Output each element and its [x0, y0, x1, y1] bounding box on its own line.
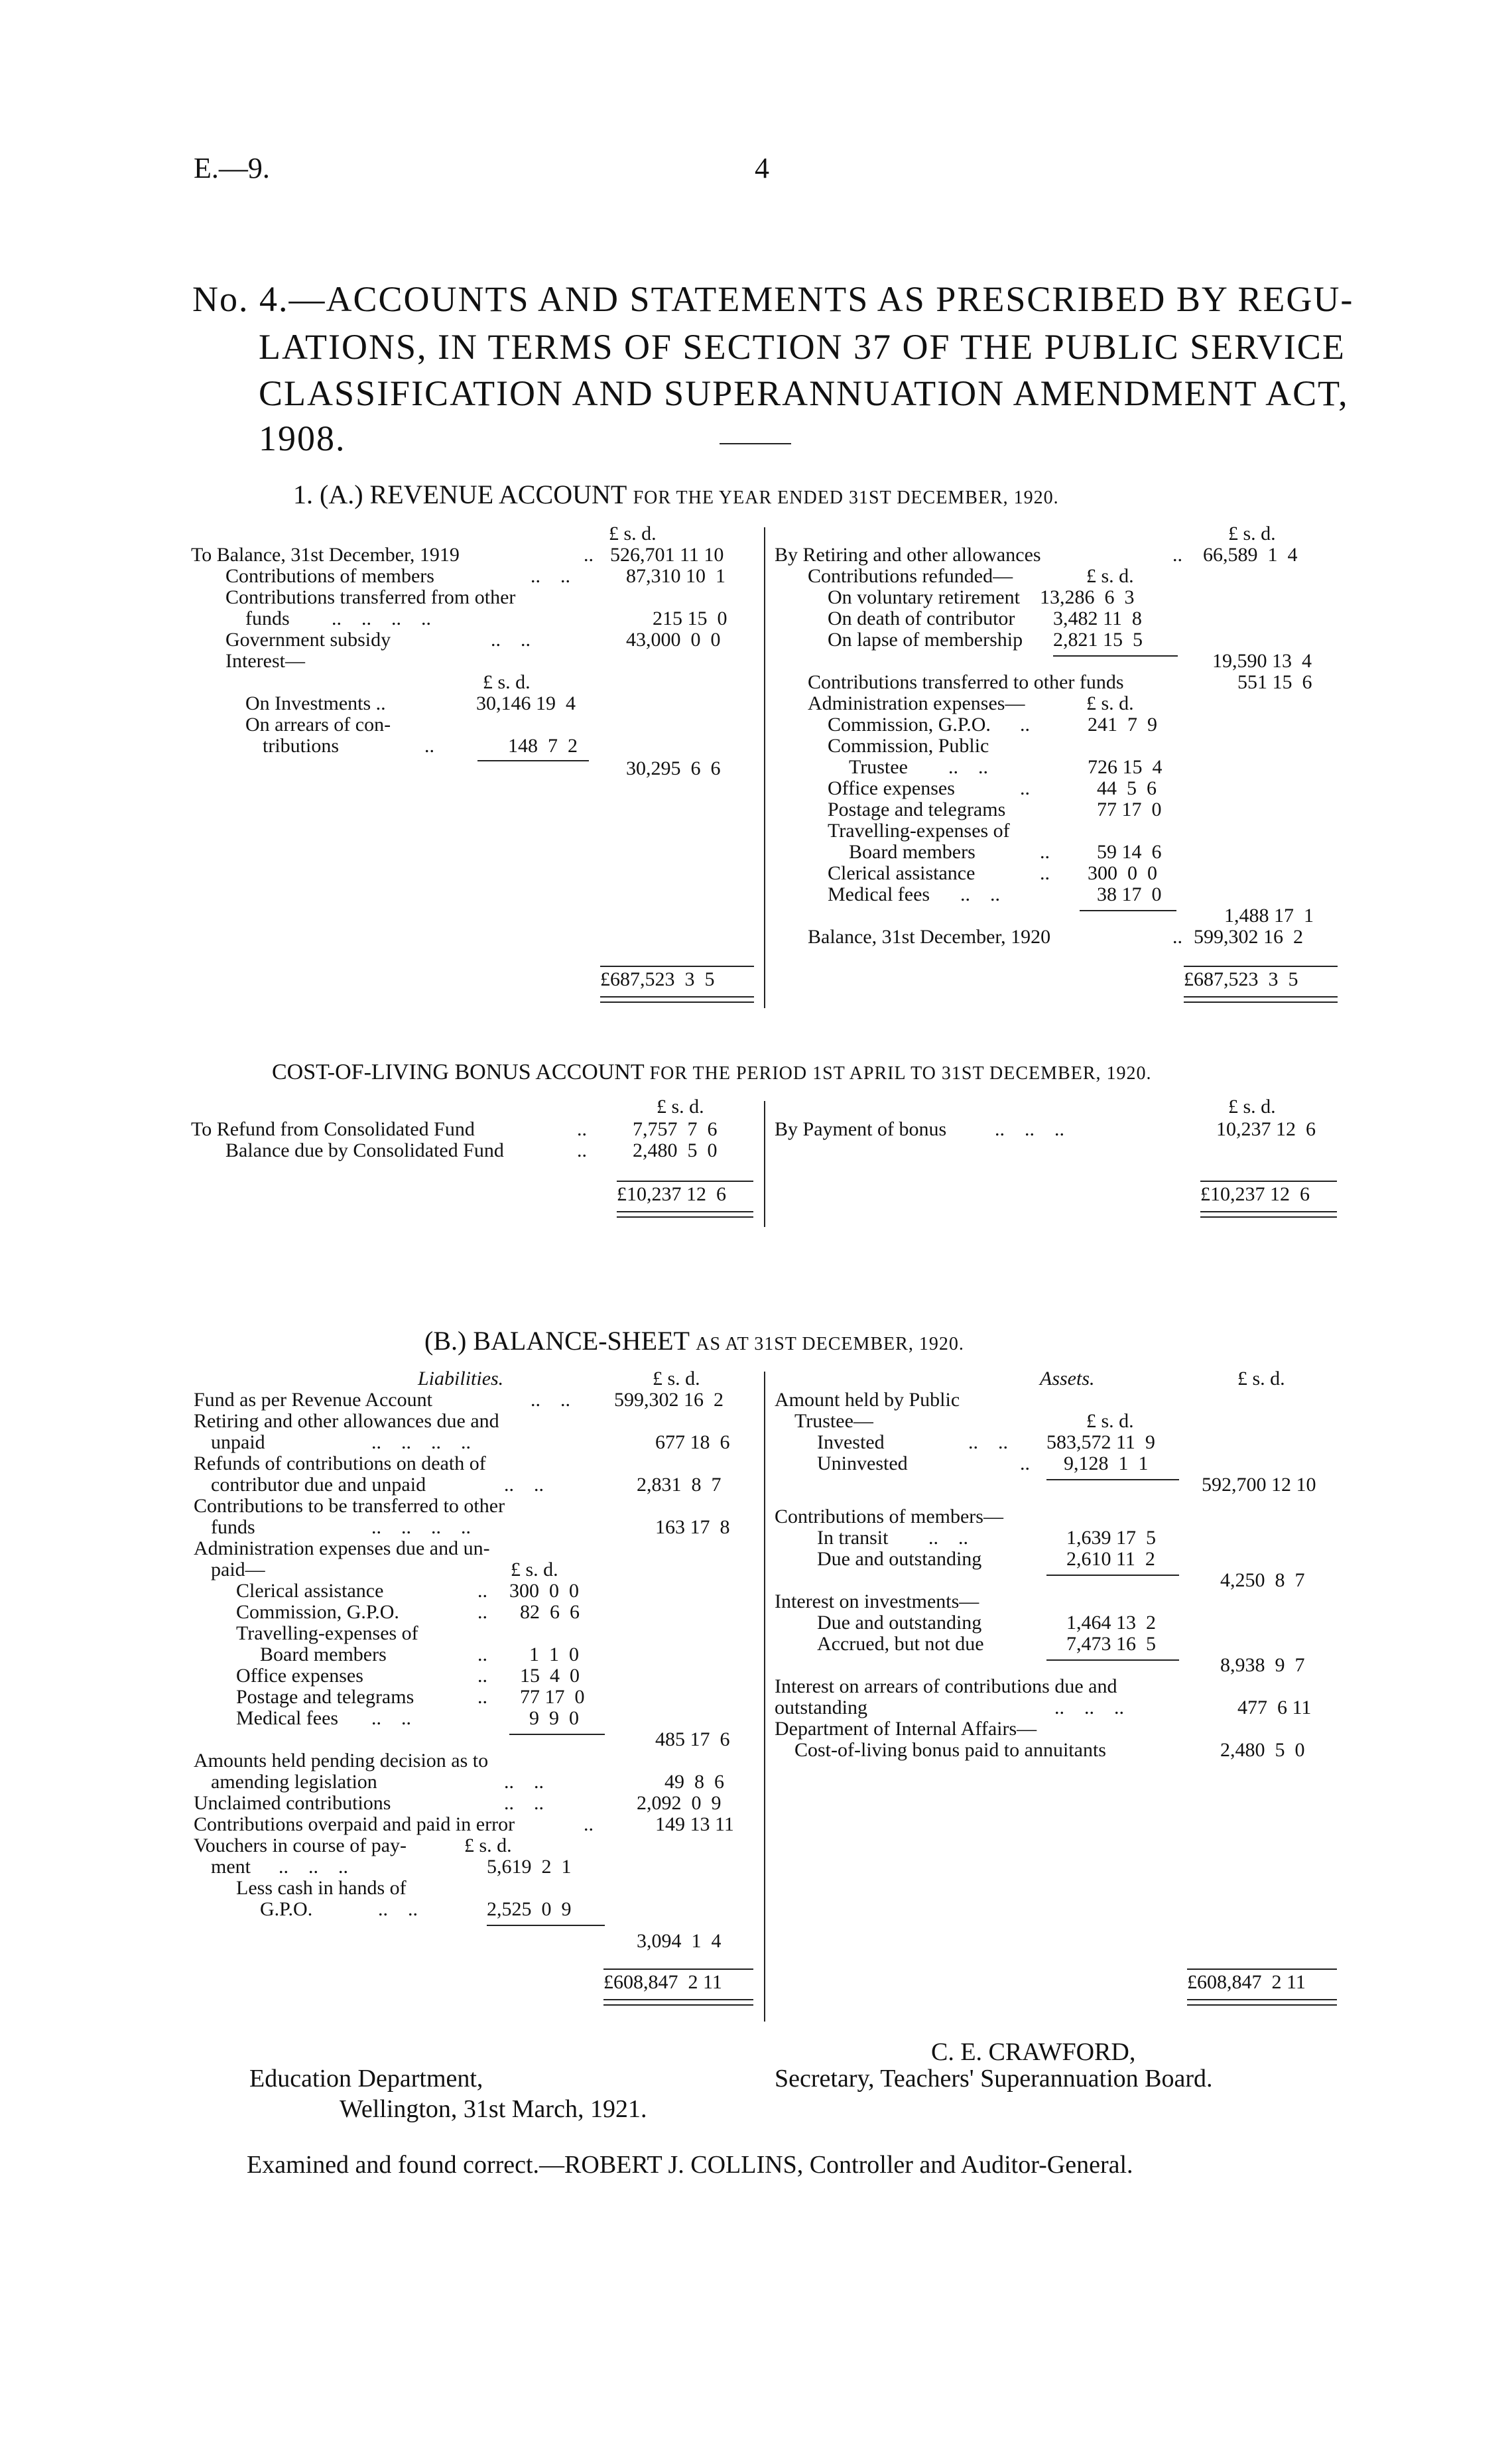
- leader-dots: ..: [477, 1644, 487, 1665]
- rev-right-contributions-transferred-value: 551 15 6: [1237, 671, 1312, 693]
- leader-dots: ..: [477, 1580, 487, 1602]
- rule: [1053, 655, 1178, 657]
- rev-right-administration-total: 1,488 17 1: [1224, 905, 1314, 927]
- bal-right-accrued-not-due: Accrued, but not due: [817, 1633, 984, 1655]
- rev-left-contributions-transferred-cont: funds: [245, 608, 290, 629]
- leader-dots: .. ..: [960, 883, 1000, 905]
- rev-right-administration-expenses: Administration expenses—: [808, 692, 1025, 714]
- rev-right-postage-telegrams: Postage and telegrams: [828, 799, 1006, 820]
- bal-left-amounts-pending-value: 49 8 6: [664, 1771, 724, 1793]
- rev-right-postage-telegrams-value: 77 17 0: [1097, 799, 1162, 820]
- bal-left-postage-telegrams-value: 77 17 0: [520, 1686, 585, 1708]
- bal-left-contributions-overpaid: Contributions overpaid and paid in error: [194, 1813, 515, 1835]
- bal-left-travelling-expenses-value: 1 1 0: [529, 1644, 579, 1665]
- revenue-left-currency: £ s. d.: [609, 523, 657, 545]
- bal-left-retiring-allowances-value: 677 18 6: [655, 1431, 730, 1453]
- leader-dots: ..: [1040, 862, 1050, 884]
- double-rule: [1200, 1211, 1337, 1218]
- leader-dots: .. ..: [948, 756, 988, 778]
- bal-left-fund-revenue-value: 599,302 16 2: [614, 1389, 724, 1411]
- rule: [1046, 1659, 1179, 1661]
- rev-right-clerical-assistance: Clerical assistance: [828, 862, 976, 884]
- bal-left-contributions-transfer-value: 163 17 8: [655, 1516, 730, 1538]
- rev-left-interest-currency: £ s. d.: [483, 671, 531, 693]
- leader-dots: ..: [584, 1813, 594, 1835]
- rev-left-balance-1919: To Balance, 31st December, 1919: [191, 544, 460, 566]
- bal-left-fund-revenue: Fund as per Revenue Account: [194, 1389, 432, 1411]
- bal-left-vouchers: Vouchers in course of pay-: [194, 1835, 407, 1856]
- bal-left-administration-expenses-cont: paid—: [211, 1559, 265, 1581]
- rule: [487, 1925, 605, 1926]
- rule: [1187, 1968, 1337, 1970]
- leader-dots: ..: [477, 1686, 487, 1708]
- double-rule: [603, 1999, 753, 2006]
- bal-right-interest-outstanding-value: 1,464 13 2: [1066, 1612, 1156, 1634]
- bal-right-uninvested-value: 9,128 1 1: [1064, 1452, 1149, 1474]
- bal-right-invested-value: 583,572 11 9: [1046, 1431, 1155, 1453]
- bonus-left-currency: £ s. d.: [657, 1096, 704, 1118]
- bal-left-travelling-expenses: Travelling-expenses of: [236, 1622, 418, 1644]
- rev-right-commission-public-trustee: Commission, Public: [828, 735, 989, 757]
- bal-right-trustee-total: 592,700 12 10: [1202, 1474, 1316, 1496]
- document-reference: E.—9.: [194, 152, 270, 184]
- rev-right-contributions-transferred: Contributions transferred to other funds: [808, 671, 1124, 693]
- bal-left-amounts-pending: Amounts held pending decision as to: [194, 1750, 489, 1772]
- leader-dots: .. ..: [371, 1707, 411, 1729]
- bonus-payment-value: 10,237 12 6: [1216, 1118, 1316, 1140]
- rev-left-on-investments-value: 30,146 19 4: [476, 692, 576, 714]
- leader-dots: .. ..: [504, 1792, 544, 1814]
- bal-left-amounts-pending-cont: amending legislation: [211, 1771, 377, 1793]
- bal-right-accrued-not-due-value: 7,473 16 5: [1066, 1633, 1156, 1655]
- bal-right-members-outstanding-value: 2,610 11 2: [1066, 1548, 1155, 1570]
- bal-right-members-outstanding: Due and outstanding: [817, 1548, 982, 1570]
- rev-right-admin-currency: £ s. d.: [1086, 692, 1134, 714]
- rev-left-government-subsidy-value: 43,000 0 0: [626, 629, 721, 651]
- bal-right-total: £608,847 2 11: [1187, 1971, 1306, 1993]
- balance-left-currency: £ s. d.: [653, 1368, 700, 1389]
- bonus-balance-due: Balance due by Consolidated Fund: [225, 1139, 504, 1161]
- revenue-right-currency: £ s. d.: [1228, 523, 1276, 545]
- leader-dots: ..: [1020, 1452, 1030, 1474]
- rev-left-contributions-members: Contributions of members: [225, 565, 434, 587]
- bonus-refund-consolidated-value: 7,757 7 6: [633, 1118, 718, 1140]
- rule: [1046, 1479, 1179, 1480]
- rule: [603, 1968, 753, 1970]
- bal-right-uninvested: Uninvested: [817, 1452, 908, 1474]
- leader-dots: .. .. ..: [279, 1856, 348, 1878]
- education-department: Education Department,: [249, 2065, 483, 2093]
- rev-right-refund-currency: £ s. d.: [1086, 565, 1134, 587]
- bal-right-in-transit-value: 1,639 17 5: [1066, 1527, 1156, 1549]
- bal-left-vouchers-currency: £ s. d.: [464, 1835, 512, 1856]
- leader-dots: .. ..: [531, 565, 570, 587]
- rule: [1046, 1575, 1179, 1576]
- rev-right-voluntary-retirement: On voluntary retirement: [828, 586, 1020, 608]
- rev-left-total: £687,523 3 5: [600, 968, 715, 990]
- bal-left-unclaimed-contributions: Unclaimed contributions: [194, 1792, 391, 1814]
- leader-dots: ..: [584, 544, 594, 566]
- bonus-right-currency: £ s. d.: [1228, 1096, 1276, 1118]
- bal-right-in-transit: In transit: [817, 1527, 889, 1549]
- leader-dots: .. ..: [504, 1771, 544, 1793]
- bal-left-contributions-overpaid-value: 149 13 11: [655, 1813, 734, 1835]
- revenue-heading: 1. (A.) REVENUE ACCOUNT FOR THE YEAR ENDED 31ST DECEMBER, 1920.: [293, 480, 1059, 509]
- rev-right-voluntary-retirement-value: 13,286 6 3: [1040, 586, 1135, 608]
- bal-left-less-cash-value: 2,525 0 9: [487, 1898, 572, 1920]
- title-line-2: LATIONS, IN TERMS OF SECTION 37 OF THE PUBLIC SERVICE: [259, 327, 1346, 367]
- rev-left-government-subsidy: Government subsidy: [225, 629, 391, 651]
- bal-left-travelling-expenses-cont: Board members: [260, 1644, 387, 1665]
- bal-left-postage-telegrams: Postage and telegrams: [236, 1686, 414, 1708]
- rev-left-contributions-transferred: Contributions transferred from other: [225, 586, 516, 608]
- bal-right-interest-arrears-cont: outstanding: [775, 1697, 867, 1718]
- rev-right-commission-public-trustee-cont: Trustee: [849, 756, 908, 778]
- revenue-divider: [764, 527, 765, 1008]
- leader-dots: .. .. .. ..: [371, 1431, 471, 1453]
- balance-divider: [764, 1372, 765, 2022]
- rev-right-travelling-expenses-cont: Board members: [849, 841, 976, 863]
- rule: [1184, 966, 1338, 967]
- bal-left-medical-fees: Medical fees: [236, 1707, 339, 1729]
- bal-left-vouchers-net: 3,094 1 4: [637, 1930, 722, 1952]
- leader-dots: .. ..: [491, 629, 531, 651]
- bonus-refund-consolidated: To Refund from Consolidated Fund: [191, 1118, 475, 1140]
- rev-right-clerical-assistance-value: 300 0 0: [1088, 862, 1157, 884]
- rev-right-office-expenses-value: 44 5 6: [1097, 777, 1157, 799]
- balance-right-currency: £ s. d.: [1237, 1368, 1285, 1389]
- rev-left-interest-total: 30,295 6 6: [626, 757, 721, 779]
- rev-right-death-contributor-value: 3,482 11 8: [1053, 608, 1142, 629]
- rev-right-retiring-allowances: By Retiring and other allowances: [775, 544, 1041, 566]
- rev-left-on-arrears-cont: tributions: [263, 735, 340, 757]
- liabilities-label: Liabilities.: [418, 1368, 504, 1389]
- title-line-1: No. 4.—ACCOUNTS AND STATEMENTS AS PRESCRIBED BY REGU-: [192, 279, 1354, 319]
- leader-dots: .. ..: [378, 1898, 418, 1920]
- bal-left-commission-gpo-value: 82 6 6: [520, 1601, 580, 1623]
- leader-dots: .. ..: [531, 1389, 570, 1411]
- rev-right-medical-fees: Medical fees: [828, 883, 930, 905]
- page-number: 4: [755, 152, 769, 184]
- bal-left-clerical-assistance: Clerical assistance: [236, 1580, 384, 1602]
- bal-right-amount-public-trustee: Amount held by Public: [775, 1389, 960, 1411]
- bal-left-contributions-transfer: Contributions to be transferred to other: [194, 1495, 505, 1517]
- rev-right-total: £687,523 3 5: [1184, 968, 1298, 990]
- bal-left-administration-expenses: Administration expenses due and un-: [194, 1537, 490, 1559]
- bonus-payment: By Payment of bonus: [775, 1118, 947, 1140]
- rev-left-interest: Interest—: [225, 650, 305, 672]
- bal-left-unclaimed-contributions-value: 2,092 0 9: [637, 1792, 722, 1814]
- bal-right-bonus-annuitants-value: 2,480 5 0: [1220, 1739, 1305, 1761]
- leader-dots: ..: [1172, 544, 1182, 566]
- leader-dots: .. .. ..: [995, 1118, 1064, 1140]
- bal-left-office-expenses: Office expenses: [236, 1665, 363, 1687]
- bal-left-refunds-death: Refunds of contributions on death of: [194, 1452, 486, 1474]
- bal-left-contributions-transfer-cont: funds: [211, 1516, 255, 1538]
- bal-left-clerical-assistance-value: 300 0 0: [509, 1580, 579, 1602]
- rev-right-death-contributor: On death of contributor: [828, 608, 1015, 629]
- leader-dots: .. .. .. ..: [332, 608, 431, 629]
- rev-right-commission-gpo-value: 241 7 9: [1088, 714, 1157, 736]
- leader-dots: .. ..: [504, 1474, 544, 1496]
- bal-left-vouchers-value: 5,619 2 1: [487, 1856, 572, 1878]
- rule: [477, 760, 589, 761]
- bal-left-less-cash-cont: G.P.O.: [260, 1898, 313, 1920]
- rev-right-commission-public-trustee-value: 726 15 4: [1088, 756, 1163, 778]
- bal-right-contributions-members: Contributions of members—: [775, 1506, 1003, 1527]
- double-rule: [617, 1211, 753, 1218]
- title-line-4: 1908.: [259, 419, 346, 458]
- bal-right-interest-investments: Interest on investments—: [775, 1590, 979, 1612]
- bonus-left-total: £10,237 12 6: [617, 1183, 726, 1205]
- leader-dots: ..: [1020, 777, 1030, 799]
- leader-dots: ..: [1020, 714, 1030, 736]
- double-rule: [1184, 996, 1338, 1003]
- rule: [617, 1181, 753, 1182]
- rule: [1200, 1181, 1337, 1182]
- auditor-statement: Examined and found correct.—ROBERT J. COLLINS, Controller and Auditor-General.: [247, 2151, 1133, 2179]
- bal-right-interest-outstanding: Due and outstanding: [817, 1612, 982, 1634]
- bonus-right-total: £10,237 12 6: [1200, 1183, 1310, 1205]
- place-date: Wellington, 31st March, 1921.: [340, 2095, 647, 2123]
- bal-right-members-total: 4,250 8 7: [1220, 1569, 1305, 1591]
- rev-right-travelling-expenses: Travelling-expenses of: [828, 820, 1010, 842]
- rev-right-balance-1920-value: 599,302 16 2: [1194, 926, 1303, 948]
- bal-left-vouchers-cont: ment: [211, 1856, 251, 1878]
- double-rule: [600, 996, 754, 1003]
- bal-right-internal-affairs: Department of Internal Affairs—: [775, 1718, 1037, 1740]
- bal-right-interest-arrears-value: 477 6 11: [1237, 1697, 1312, 1718]
- leader-dots: ..: [577, 1118, 587, 1140]
- signatory-name: C. E. CRAWFORD,: [931, 2038, 1136, 2066]
- rule: [509, 1734, 605, 1735]
- rev-right-medical-fees-value: 38 17 0: [1097, 883, 1162, 905]
- signatory-role: Secretary, Teachers' Superannuation Board.: [775, 2065, 1213, 2093]
- bonus-balance-due-value: 2,480 5 0: [633, 1139, 718, 1161]
- leader-dots: ..: [477, 1601, 487, 1623]
- bal-left-office-expenses-value: 15 4 0: [520, 1665, 580, 1687]
- bal-left-retiring-allowances-cont: unpaid: [211, 1431, 265, 1453]
- rev-right-lapse-membership-value: 2,821 15 5: [1053, 629, 1143, 651]
- rev-left-contributions-members-value: 87,310 10 1: [626, 565, 725, 587]
- title-line-3: CLASSIFICATION AND SUPERANNUATION AMENDMENT ACT,: [259, 373, 1349, 413]
- rev-right-office-expenses: Office expenses: [828, 777, 955, 799]
- rev-left-on-investments: On Investments ..: [245, 692, 386, 714]
- leader-dots: .. ..: [928, 1527, 968, 1549]
- bal-left-admin-currency: £ s. d.: [511, 1559, 558, 1581]
- rev-right-lapse-membership: On lapse of membership: [828, 629, 1023, 651]
- bal-left-commission-gpo: Commission, G.P.O.: [236, 1601, 399, 1623]
- bal-left-refunds-death-value: 2,831 8 7: [637, 1474, 722, 1496]
- bonus-divider: [764, 1101, 765, 1227]
- bal-left-retiring-allowances: Retiring and other allowances due and: [194, 1410, 499, 1432]
- bal-right-invested: Invested: [817, 1431, 885, 1453]
- rev-left-balance-1919-value: 526,701 11 10: [610, 544, 724, 566]
- bal-right-trustee-currency: £ s. d.: [1086, 1410, 1134, 1432]
- rev-left-on-arrears-value: 148 7 2: [508, 735, 578, 757]
- bal-right-amount-public-trustee-cont: Trustee—: [794, 1410, 873, 1432]
- bal-left-less-cash: Less cash in hands of: [236, 1877, 407, 1899]
- bal-left-total: £608,847 2 11: [603, 1971, 722, 1993]
- leader-dots: ..: [477, 1665, 487, 1687]
- bal-right-bonus-annuitants: Cost-of-living bonus paid to annuitants: [794, 1739, 1106, 1761]
- leader-dots: .. ..: [968, 1431, 1008, 1453]
- bal-right-interest-total: 8,938 9 7: [1220, 1654, 1305, 1676]
- bal-left-medical-fees-value: 9 9 0: [529, 1707, 579, 1729]
- rev-left-contributions-transferred-value: 215 15 0: [653, 608, 727, 629]
- bal-left-admin-total: 485 17 6: [655, 1728, 730, 1750]
- balance-sheet-heading: (B.) BALANCE-SHEET AS AT 31ST DECEMBER, 1920.: [424, 1326, 964, 1356]
- rev-right-retiring-allowances-value: 66,589 1 4: [1203, 544, 1298, 566]
- title-rule: [720, 443, 791, 444]
- assets-label: Assets.: [1040, 1368, 1095, 1389]
- rule: [1080, 910, 1176, 911]
- rev-right-travelling-expenses-value: 59 14 6: [1097, 841, 1162, 863]
- rev-right-balance-1920: Balance, 31st December, 1920: [808, 926, 1051, 948]
- leader-dots: .. .. .. ..: [371, 1516, 471, 1538]
- bonus-heading: COST-OF-LIVING BONUS ACCOUNT FOR THE PERIOD 1ST APRIL TO 31ST DECEMBER, 1920.: [272, 1060, 1152, 1084]
- rev-right-refunded-total: 19,590 13 4: [1212, 650, 1312, 672]
- leader-dots: ..: [424, 735, 434, 757]
- rev-left-on-arrears: On arrears of con-: [245, 714, 391, 736]
- rev-right-commission-gpo: Commission, G.P.O.: [828, 714, 991, 736]
- leader-dots: ..: [1172, 926, 1182, 948]
- rev-right-contributions-refunded: Contributions refunded—: [808, 565, 1013, 587]
- leader-dots: .. .. ..: [1054, 1697, 1124, 1718]
- leader-dots: ..: [577, 1139, 587, 1161]
- rule: [600, 966, 754, 967]
- leader-dots: ..: [1040, 841, 1050, 863]
- double-rule: [1187, 1999, 1337, 2006]
- bal-right-interest-arrears: Interest on arrears of contributions due and: [775, 1675, 1117, 1697]
- bal-left-refunds-death-cont: contributor due and unpaid: [211, 1474, 426, 1496]
